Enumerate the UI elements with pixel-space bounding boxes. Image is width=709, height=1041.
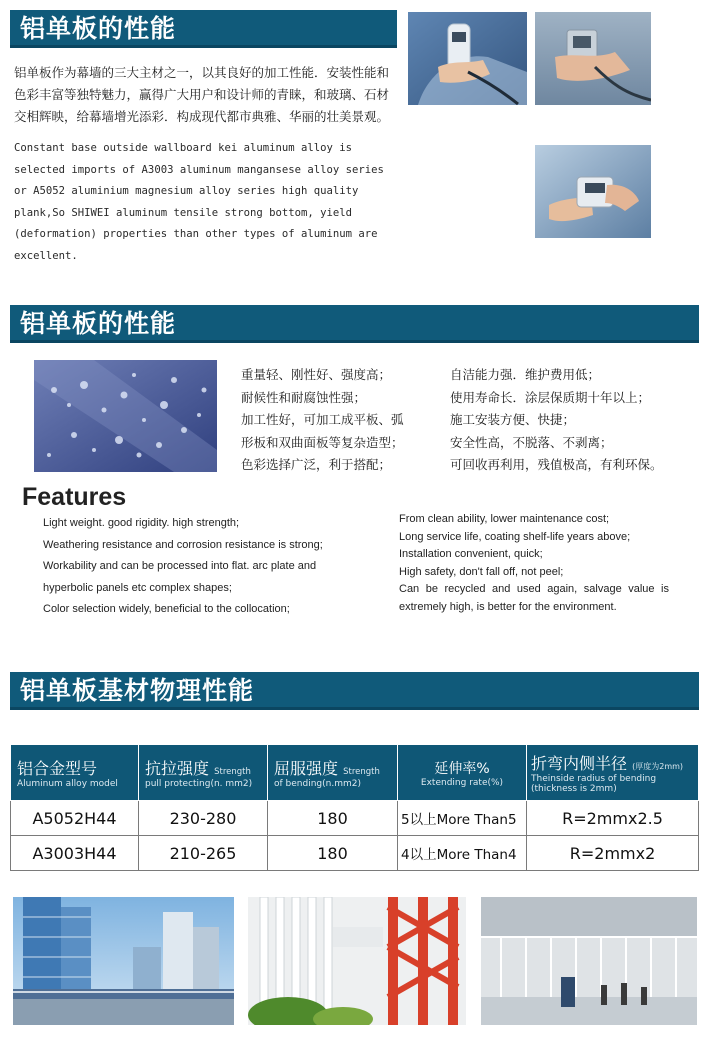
header-sub2: (thickness is 2mm) <box>531 784 617 794</box>
list-item: Light weight. good rigidity. high strength; <box>43 517 240 529</box>
table-cell: 210-265 <box>139 836 268 871</box>
list-item: Workability and can be processed into flat. arc plate and <box>43 560 317 572</box>
header-main: 屈服强度 <box>274 759 339 778</box>
section2-banner <box>10 305 699 343</box>
table-row <box>11 836 699 871</box>
photo-city-skyline <box>13 897 234 1025</box>
table-header-row <box>11 745 699 801</box>
photo-hand-device-2 <box>535 12 651 105</box>
section2-title: 铝单板的性能 <box>20 309 177 338</box>
header-sub: Extending rate(%) <box>420 777 504 788</box>
section1-banner <box>10 10 397 48</box>
photo-water-droplets-panel <box>34 360 217 472</box>
features-list-left <box>43 513 323 621</box>
list-item: 使用寿命长．涂层保质期十年以上； <box>450 389 651 405</box>
features-list-right <box>399 511 669 617</box>
header-sub: Aluminum alloy model <box>17 779 118 789</box>
header-main: 延伸率% <box>434 760 490 777</box>
table-cell: 180 <box>268 801 398 836</box>
list-item: Color selection widely, beneficial to the collocation; <box>43 603 290 615</box>
table-cell: A5052H44 <box>11 801 139 836</box>
list-item: Long service life, coating shelf-life years above; <box>399 530 631 543</box>
header-sub: of bending(n.mm2) <box>274 779 361 789</box>
list-item: 色彩选择广泛，利于搭配； <box>241 457 392 473</box>
photo-hand-device-3 <box>535 145 651 238</box>
header-sub: pull protecting(n. mm2) <box>145 779 253 789</box>
table-cell: 230-280 <box>139 801 268 836</box>
section1-en-paragraph: Constant base outside wallboard kei aluminum alloy is selected imports of A3003 aluminum mangansese alloy series or A5052 aluminium magnesium alloy series high quality plank,So SHIWEI aluminum tensile strong bottom, yield (deformation) properties than other types of aluminum are excellent. <box>14 142 384 262</box>
header-alloy-model <box>11 745 139 801</box>
list-item: 安全性高，不脱落、不剥离； <box>450 434 613 450</box>
photo-showroom-interior <box>481 897 697 1025</box>
header-main-en: Strength <box>343 767 380 777</box>
photo-hand-device-1 <box>408 12 527 105</box>
header-main-note: (厚度为2mm) <box>632 762 684 771</box>
list-item: Can be recycled and used again, salvage value is extremely high, is better for the environment. <box>399 583 669 613</box>
list-item: High safety, don't fall off, not peel; <box>399 565 564 578</box>
list-item: hyperbolic panels etc complex shapes; <box>43 581 232 594</box>
header-sub: Theinside radius of bending <box>531 774 657 784</box>
header-bending-radius <box>527 745 699 801</box>
list-item: 可回收再利用，残值极高，有利环保。 <box>450 457 663 473</box>
features-heading: Features <box>22 483 127 511</box>
table-row <box>11 801 699 836</box>
header-main: 折弯内侧半径 <box>531 754 628 773</box>
list-item: 形板和双曲面板等复杂造型； <box>241 434 404 450</box>
table-cell: 4以上More Than4 <box>398 836 527 871</box>
section1-cn-paragraph: 铝单板作为幕墙的三大主材之一，以其良好的加工性能．安装性能和色彩丰富等独特魅力，赢得广大用户和设计师的青睐，和玻璃、石材交相辉映，给幕墙增光添彩．构成现代都市典雅、华丽的壮美景观。 <box>14 65 390 124</box>
list-item: Weathering resistance and corrosion resistance is strong; <box>43 538 323 551</box>
header-yield-strength <box>268 745 398 801</box>
section3-title: 铝单板基材物理性能 <box>20 676 255 705</box>
list-item: Installation convenient, quick; <box>399 548 543 561</box>
header-main: 铝合金型号 <box>17 759 98 778</box>
list-item: From clean ability, lower maintenance cost; <box>399 513 610 525</box>
physical-properties-table <box>10 744 699 871</box>
list-item: 自洁能力强．维护费用低； <box>450 367 601 382</box>
header-tensile-strength <box>139 745 268 801</box>
section2-cn-list-left <box>241 364 404 477</box>
section1-title: 铝单板的性能 <box>20 14 177 43</box>
section2-cn-list-right <box>450 364 663 477</box>
header-main-en: Strength <box>214 767 251 777</box>
section3-banner <box>10 672 699 710</box>
table-cell: A3003H44 <box>11 836 139 871</box>
photo-exhibition-stand <box>248 897 466 1025</box>
table-cell: 180 <box>268 836 398 871</box>
table-cell: R=2mmx2.5 <box>527 801 699 836</box>
list-item: 耐候性和耐腐蚀性强； <box>241 389 367 405</box>
table-cell: 5以上More Than5 <box>398 801 527 836</box>
list-item: 施工安装方便、快捷； <box>450 412 576 428</box>
list-item: 加工性好，可加工成平板、弧 <box>241 412 404 428</box>
header-main: 抗拉强度 <box>145 759 210 778</box>
header-extending-rate <box>398 745 527 801</box>
list-item: 重量轻、刚性好、强度高； <box>241 367 392 382</box>
table-cell: R=2mmx2 <box>527 836 699 871</box>
